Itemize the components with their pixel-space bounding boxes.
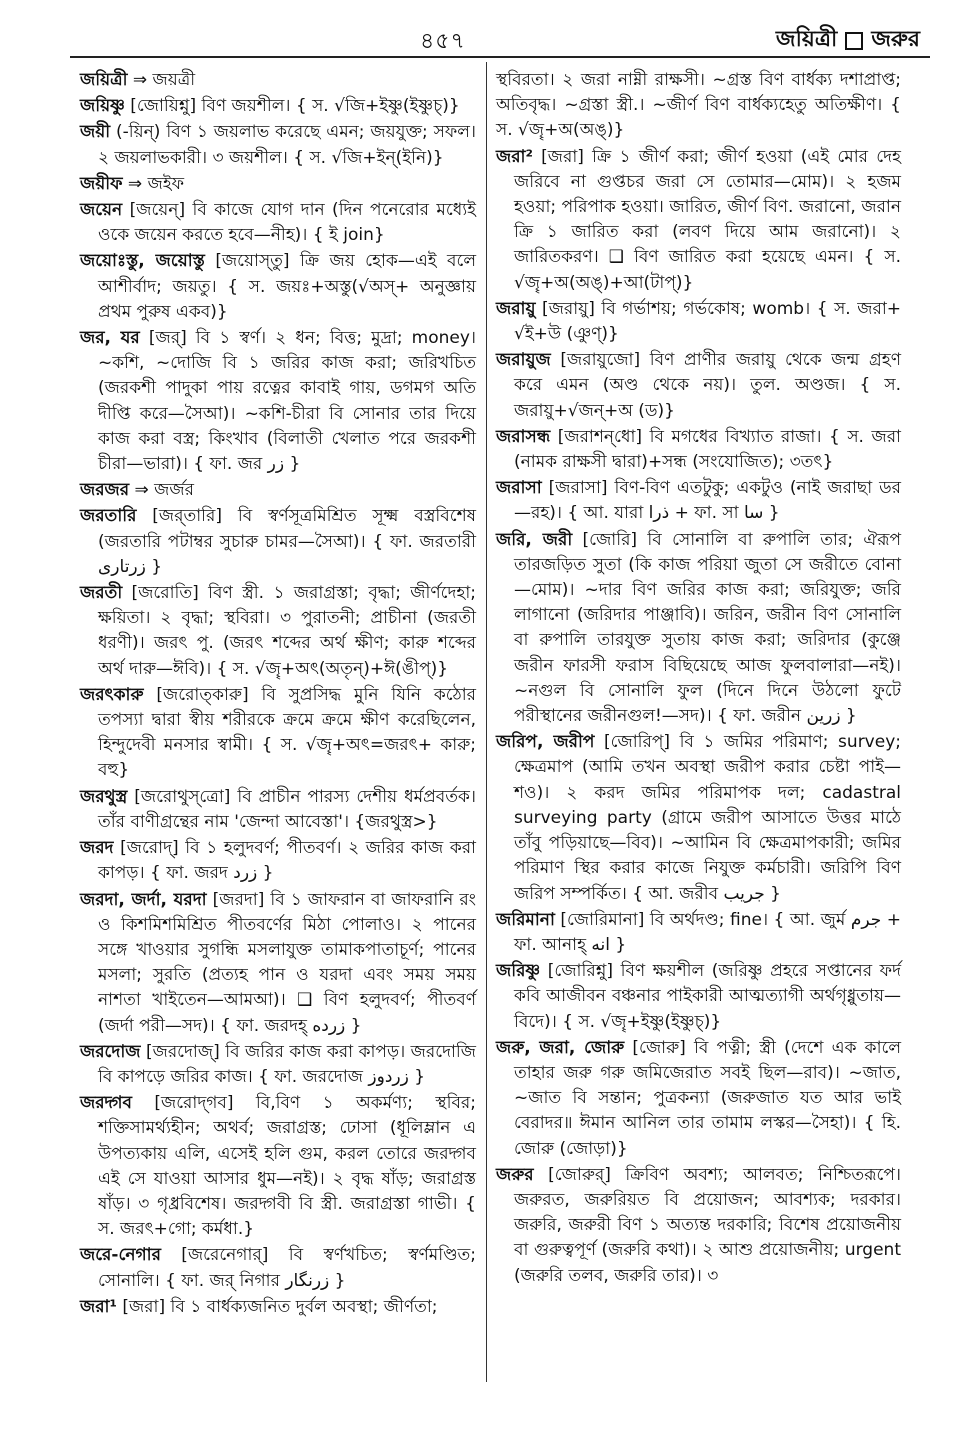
headword: জরদোজ [80, 1041, 141, 1062]
entry-definition: [জরাসা] বিণ-বিণ এতটুকু; একটুও (নাই জরাছা ডর—রহ)। { আ. যারা ذرا + ফা. সা سا } [514, 478, 901, 524]
dictionary-entry [80, 785, 476, 835]
dictionary-entry [496, 476, 901, 526]
header-rule [70, 56, 930, 58]
dictionary-entry [496, 1163, 901, 1289]
entry-definition: [জর্‌তারি] বি স্বর্ণসূত্রমিশ্রিত সূক্ষ্ম বস্ত্রবিশেষ (জরতারি পটাম্বর সুচারু চামর—সৈআ)। { ফা. জরতারী زرتاری } [98, 506, 476, 577]
dictionary-entry [80, 326, 476, 477]
headword: জরিপ, জরীপ [496, 732, 595, 753]
headword: জরদ্গব [80, 1093, 132, 1114]
dictionary-entry [80, 172, 476, 197]
dictionary-entry [496, 959, 901, 1035]
guide-word-last: জরুর [871, 27, 920, 52]
headword: জরি, জরী [496, 529, 573, 550]
headword: জরতী [80, 583, 123, 604]
headword: জরিমানা [496, 909, 555, 930]
entry-definition: [জরোদ্] বি ১ হলুদবর্ণ; পীতবর্ণ। ২ জরির কাজ করা কাপড়। { ফা. জরদ زرد } [98, 838, 476, 884]
entry-definition: [জরায়ুজো] বিণ প্রাণীর জরায়ু থেকে জন্ম গ্রহণ করে এমন (অণ্ড থেকে নয়)। তুল. অণ্ডজ। { স. জরায়ু+√জন্+অ (ড)} [514, 350, 901, 421]
entry-definition: [জোয়িশ্নু] বিণ জয়শীল। { স. √জি+ইষ্ণু(ইষ্ণুচ্)} [124, 96, 460, 117]
headword: জরদ [80, 838, 114, 859]
left-column [80, 68, 476, 1321]
dictionary-entry [80, 504, 476, 580]
dictionary-entry [80, 120, 476, 170]
dictionary-entry [496, 145, 901, 296]
dictionary-entry [496, 1036, 901, 1162]
entry-definition: [জরা] বি ১ বার্ধক্যজনিত দুর্বল অবস্থা; জীর্ণতা; [116, 1296, 438, 1317]
headword: জরথুস্ত্র [80, 786, 128, 807]
dictionary-entry [496, 908, 901, 958]
headword: জয়েন [80, 200, 123, 221]
headword: জরায়ু [496, 298, 536, 319]
headword: জরুর [496, 1164, 534, 1185]
headword: জরায়ুজ [496, 350, 551, 371]
headword: জয়িত্রী [80, 70, 128, 90]
dictionary-entry [496, 297, 901, 347]
dictionary-entry [496, 68, 901, 144]
entry-definition: [জরাশন্‌ধো] বি মগধের বিখ্যাত রাজা। { স. জরা (নামক রাক্ষসী দ্বারা)+সন্ধ (সংযোজিত); ৩তৎ} [514, 426, 901, 473]
entry-definition: [জরদা] বি ১ জাফরান বা জাফরানি রং ও কিশমিশমিশ্রিত পীতবর্ণের মিঠা পোলাও। ২ পানের সঙ্গে খাওয়ার সুগন্ধি মসলাযুক্ত তামাকপাতাচূর্ণ; পানের মসলা; সুরতি (প্রত্যহ পান ও যরদা এবং সময় সময় নাশতা খাইতেন—আমআ)। ❑ বিণ হলুদবর্ণ; পীতবর্ণ (জর্দা পরী—সদ)। { ফা. জরদহ্ زرده } [98, 889, 476, 1036]
headword: জয়ীফ [80, 173, 123, 194]
dictionary-entry [80, 1091, 476, 1242]
headword: জরু, জরা, জোরু [496, 1037, 625, 1058]
entry-definition: [জর্] বি ১ স্বর্ণ। ২ ধন; বিত্ত; মুদ্রা; money। ~কশি, ~দোজি বি ১ জরির কাজ করা; জরিখচিত (জরকশী পাদুকা পায় রত্নের কাবাই গায়, ডগমগ অতি দীপ্তি করে—সৈআ)। ~কশি-চীরা বি সোনার তার দিয়ে কাজ করা বস্ত্র; কিংখাব (বিলাতী খেলাত পরে জরকশী চীরা—ভারা)। { ফা. জর زر } [98, 328, 476, 475]
dictionary-entry [496, 425, 901, 475]
guide-word-first: জয়িত্রী [775, 27, 838, 52]
headword: জরাসন্ধ [496, 426, 551, 447]
dictionary-entry [80, 249, 476, 325]
entry-definition: (-য়িন্) বিণ ১ জয়লাভ করেছে এমন; জয়যুক্ত; সফল। ২ জয়লাভকারী। ৩ জয়শীল। { স. √জি+ইন্(ইনি)} [98, 122, 476, 168]
headword: জরিষ্ণু [496, 961, 541, 982]
headword: জরতারি [80, 506, 137, 527]
entry-definition: [জোরিপ্] বি ১ জমির পরিমাণ; survey; ক্ষেত্রমাপ (আমি তখন অবস্থা জরীপ করার চেষ্টা পাই—শও)। ২ করদ জমির পরিমাপক দল; cadastral surveying party (গ্রামে জরীপ আসাতে উত্তর মাঠে তাঁবু পড়িয়াছে—বিব)। ~আমিন বি ক্ষেত্রমাপকারী; জমির পরিমাণ স্থির করার কাজে নিযুক্ত কর্মচারী। জরিপি বিণ জরিপ সম্পর্কিত। { আ. জরীব جریب } [514, 732, 901, 904]
dictionary-entry [80, 1295, 476, 1320]
headword: জয়ী [80, 122, 111, 143]
dictionary-entry [80, 1040, 476, 1090]
entry-definition: [জরদোজ্] বি জরির কাজ করা কাপড়। জরদোজি বি কাপড়ে জরির কাজ। { ফা. জরদোজ زردوز } [98, 1041, 476, 1087]
dictionary-entry [80, 198, 476, 248]
dictionary-entry [80, 94, 476, 119]
headword: জয়োঃস্তু, জয়োস্তু [80, 251, 205, 272]
entry-definition: [জরায়ু] বি গর্ভাশয়; গর্ভকোষ; womb। { স. জরা+ √ই+উ (ঞুণ্)} [514, 298, 901, 345]
headword: জয়িষ্ণু [80, 96, 125, 117]
headword: জরে-নেগার [80, 1245, 161, 1266]
dictionary-entry [80, 581, 476, 682]
dictionary-entry [80, 1243, 476, 1293]
dictionary-entry [80, 478, 476, 503]
entry-definition: স্থবিরতা। ২ জরা নাম্নী রাক্ষসী। ~গ্রস্ত বিণ বার্ধক্য দশাপ্রাপ্ত; অতিবৃদ্ধ। ~গ্রস্তা স্ত্রী.। ~জীর্ণ বিণ বার্ধক্যহেতু অতিক্ষীণ। { স. √জৄ+অ(অঙ্)} [496, 70, 901, 141]
entry-definition: [জয়োস্‌তু] ক্রি জয় হোক—এই বলে আশীর্বাদ; জয়তু। { স. জয়ঃ+অস্তু(√অস্+ অনুজ্ঞায় প্রথম পুরুষ একব)} [98, 251, 476, 322]
entry-definition: [জরোদ্‌গব] বি,বিণ ১ অকর্মণ্য; স্থবির; শক্তিসামর্থ্যহীন; অথর্ব; জরাগ্রস্ত; ঢোসা (ধূলিম্লান এ উপত্যকায় এলি, এসেই হলি গুম, করল তোরে জরদ্গব এই সে যাওয়া আসার ধুম—নই)। ২ বৃদ্ধ ষাঁড়; জরাগ্রস্ত ষাঁড়। ৩ গৃধ্রবিশেষ। জরদ্গবী বি স্ত্রী. জরাগ্রস্তা গাভী। { স. জরৎ+গো; কর্মধা.} [98, 1093, 476, 1240]
running-head [776, 22, 920, 59]
entry-definition: [জোরিমানা] বি অর্থদণ্ড; fine। { আ. জুর্ম جرم + ফা. আনাহ্ انه } [514, 909, 901, 955]
headword: জরদা, জর্দা, যরদা [80, 889, 207, 910]
entry-definition: [জরেনেগার্] বি স্বর্ণখচিত; স্বর্ণমণ্ডিত; সোনালি। { ফা. জর্ নিগার زرنگار } [98, 1245, 476, 1291]
entry-definition: ⇒ জর্জর [129, 480, 194, 501]
page-number: ৪৫৭ [420, 29, 466, 54]
headword: জরজর [80, 480, 130, 501]
entry-definition: [জয়েন্] বি কাজে যোগ দান (দিন পনেরোর মধ্যেই ওকে জয়েন করতে হবে—নীহ)। { ই join} [98, 200, 476, 246]
entry-definition: [জোরি] বি সোনালি বা রুপালি তার; ঐরূপ তারজড়িত সুতা (কি কাজ পরিয়া জুতা সে জরীতে বোনা—মোম)। ~দার বিণ জরির কাজ করা; জরিযুক্ত; জরি লাগানো (জরিদার পাঞ্জাবি)। জরিন, জরীন বিণ সোনালি বা রুপালি তারযুক্ত সুতায় কাজ করা; জরিদার (কুঞ্জে জরীন ফারসী ফরাস বিছিয়েছে আজ ফুলবালারা—নই)। ~নগুল বি সোনালি ফুল (দিনে দিনে উঠলো ফুটে পরীস্থানের জরীনগুল!—সদ)। { ফা. জরীন زرین } [514, 529, 901, 727]
entry-definition: [জোরিশ্নু] বিণ ক্ষয়শীল (জরিষ্ণু প্রহরে সপ্তানের ফর্দ কবি আজীবন বঞ্চনার পাইকারী আত্মত্যাগী অর্থগৃধ্নুতায়—বিদে)। { স. √জৄ+ইষ্ণু(ইষ্ণুচ্)} [514, 961, 901, 1032]
entry-definition: [জোরুর্] ক্রিবিণ অবশ্য; আলবত; নিশ্চিতরূপে। জরুরত, জরুরিয়ত বি প্রয়োজন; আবশ্যক; দরকার। জরুরি, জরুরী বিণ ১ অত্যন্ত দরকারি; বিশেষ প্রয়োজনীয় বা গুরুত্বপূর্ণ (জরুরি কথা)। ২ আশু প্রয়োজনীয়; urgent (জরুরি তলব, জরুরি তার)। ৩ [514, 1164, 901, 1286]
separator-box-icon [845, 32, 863, 50]
entry-definition: [জরোথুস্‌ত্রো] বি প্রাচীন পারস্য দেশীয় ধর্মপ্রবর্তক। তাঁর বাণীগ্রন্থের নাম 'জেন্দা আবেস্তা'। {জরথুস্ত্র>} [98, 786, 476, 832]
dictionary-entry [80, 68, 476, 93]
dictionary-entry [80, 888, 476, 1039]
entry-definition: ⇒ জয়ত্রী [127, 70, 196, 90]
entry-definition: [জোরু] বি পত্নী; স্ত্রী (দেশে এক কালে তাহার জরু গরু জমিজেরাত সবই ছিল—রাব)। ~জাত, ~জাত বি সন্তান; পুত্রকন্যা (জরুজাত যত আর ভাই বেরাদর॥ ঈমান আনিল তার তামাম লস্কর—সৈহা)। { হি. জোরু (জোড়া)} [514, 1037, 902, 1159]
dictionary-entry [80, 836, 476, 886]
entry-definition: [জরোতি] বিণ স্ত্রী. ১ জরাগ্রস্তা; বৃদ্ধা; জীর্ণদেহা; ক্ষয়িতা। ২ বৃদ্ধা; স্থবিরা। ৩ পুরাতনী; প্রাচীনা (জরতী ধরণী)। জরৎ পু. (জরৎ শব্দের অর্থ ক্ষীণ; কারু শব্দের অর্থ দারু—ঈবি)। { স. √জৄ+অৎ(অতৃন্)+ঈ(ঙীপ্)} [98, 583, 476, 679]
dictionary-entry [496, 528, 901, 730]
headword: জরৎকারু [80, 684, 144, 705]
entry-definition: [জরোত্‌কারু] বি সুপ্রসিদ্ধ মুনি যিনি কঠোর তপস্যা দ্বারা স্বীয় শরীরকে ক্রমে ক্রমে ক্ষীণ করেছিলেন, হিন্দুদেবী মনসার স্বামী। { স. √জৄ+অৎ=জরৎ+ কারু; বহু} [98, 684, 476, 781]
headword: জরাসা [496, 478, 542, 499]
headword: জর, যর [80, 328, 140, 349]
entry-definition: [জরা] ক্রি ১ জীর্ণ করা; জীর্ণ হওয়া (এই মোর দেহ জরিবে না গুপ্তচর জরা সে তোমার—মোম)। ২ হজম হওয়া; পরিপাক হওয়া। জারিত, জীর্ণ বিণ. জরানো, জরান ক্রি ১ জারিত করা (লবণ দিয়ে আম জরানো)। ২ জারিতকরণ। ❑ বিণ জারিত করা হয়েছে এমন। { স. √জৄ+অ(অঙ্)+আ(টাপ্)} [514, 146, 901, 293]
dictionary-entry [496, 348, 901, 424]
right-column [496, 68, 901, 1290]
column-divider [486, 62, 487, 1382]
headword: জরা² [496, 146, 533, 167]
dictionary-entry [80, 683, 476, 784]
headword: জরা¹ [80, 1296, 117, 1317]
dictionary-entry [496, 730, 901, 906]
entry-definition: ⇒ জইফ [122, 173, 185, 194]
